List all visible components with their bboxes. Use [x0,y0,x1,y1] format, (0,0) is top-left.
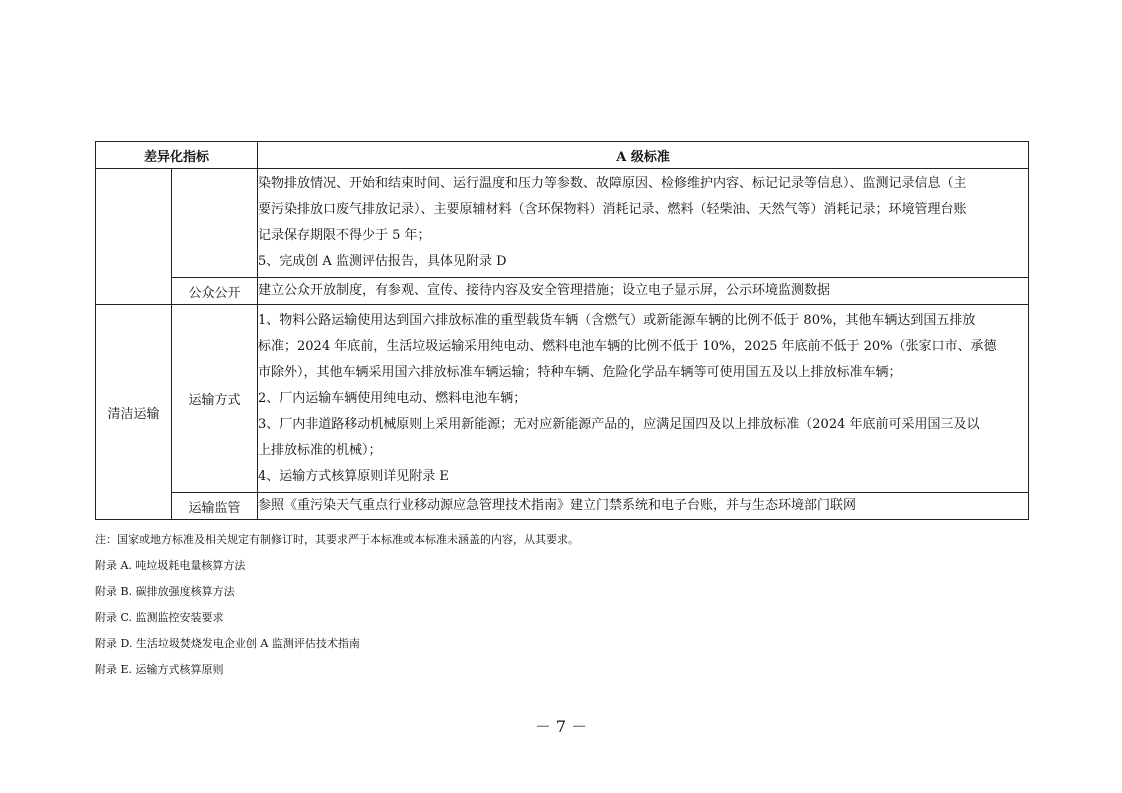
records-line-2: 要污染排放口废气排放记录）、主要原辅材料（含环保物料）消耗记录、燃料（轻柴油、天然气等）消耗记录；环境管理台账 [258,202,967,217]
table-row-transport-supervision [96,493,1029,520]
appendix-d: 附录 D. 生活垃圾焚烧发电企业创 A 监测评估技术指南 [95,637,360,650]
transport-line-7: 4、运输方式核算原则详见附录 E [258,468,449,484]
transport-line-3: 市除外），其他车辆采用国六排放标准车辆运输；特种车辆、危险化学品车辆等可使用国五及以上排放标准车辆； [258,364,902,380]
note-text: 注：国家或地方标准及相关规定有制修订时，其要求严于本标准或本标准未涵盖的内容，从其要求。 [95,533,579,546]
transport-supervision-cell: 参照《重污染天气重点行业移动源应急管理技术指南》建立门禁系统和电子台账，并与生态环境部门联网 [258,493,1029,520]
transport-line-4: 2、厂内运输车辆使用纯电动、燃料电池车辆； [258,390,527,406]
appendix-e: 附录 E. 运输方式核算原则 [95,663,224,676]
records-line-3: 记录保存期限不得少于 5 年； [258,228,431,243]
table-row-public [96,278,1029,305]
transport-line-2: 标准；2024 年底前，生活垃圾运输采用纯电动、燃料电池车辆的比例不低于 10%，2025 年底前不低于 20%（张家口市、承德 [258,338,997,354]
standards-table [95,141,1029,520]
records-line-4: 5、完成创 A 监测评估报告，具体见附录 D [258,254,507,269]
transport-mode-cell [258,305,1029,493]
page-number: － 7 － [534,717,588,736]
table-row-records [96,169,1029,278]
sub-indicator-transport-mode: 运输方式 [172,305,258,493]
transport-line-1: 1、物料公路运输使用达到国六排放标准的重型载货车辆（含燃气）或新能源车辆的比例不低于 80%，其他车辆达到国五排放 [258,312,976,328]
appendix-c: 附录 C. 监测监控安装要求 [95,611,224,624]
sub-indicator-empty [172,169,258,278]
header-standard: A 级标准 [258,142,1029,169]
records-cell [258,169,1029,278]
notes-section [95,527,579,683]
table-header-row [96,142,1029,169]
sub-indicator-transport-supervision: 运输监管 [172,493,258,520]
header-indicator: 差异化指标 [96,142,258,169]
records-line-1: 染物排放情况、开始和结束时间、运行温度和压力等参数、故障原因、检修维护内容、标记记录等信息）、监测记录信息（主 [258,176,967,191]
appendix-b: 附录 B. 碳排放强度核算方法 [95,585,235,598]
group-cell-empty [96,169,172,305]
group-clean-transport: 清洁运输 [96,305,172,520]
public-cell: 建立公众开放制度，有参观、宣传、接待内容及安全管理措施；设立电子显示屏，公示环境监测数据 [258,278,1029,305]
appendix-a: 附录 A. 吨垃圾耗电量核算方法 [95,559,246,572]
transport-line-6: 上排放标准的机械）； [258,442,382,458]
transport-line-5: 3、厂内非道路移动机械原则上采用新能源；无对应新能源产品的，应满足国四及以上排放标准（2024 年底前可采用国三及以 [258,416,980,432]
table-row-transport-mode [96,305,1029,493]
sub-indicator-public: 公众公开 [172,278,258,305]
